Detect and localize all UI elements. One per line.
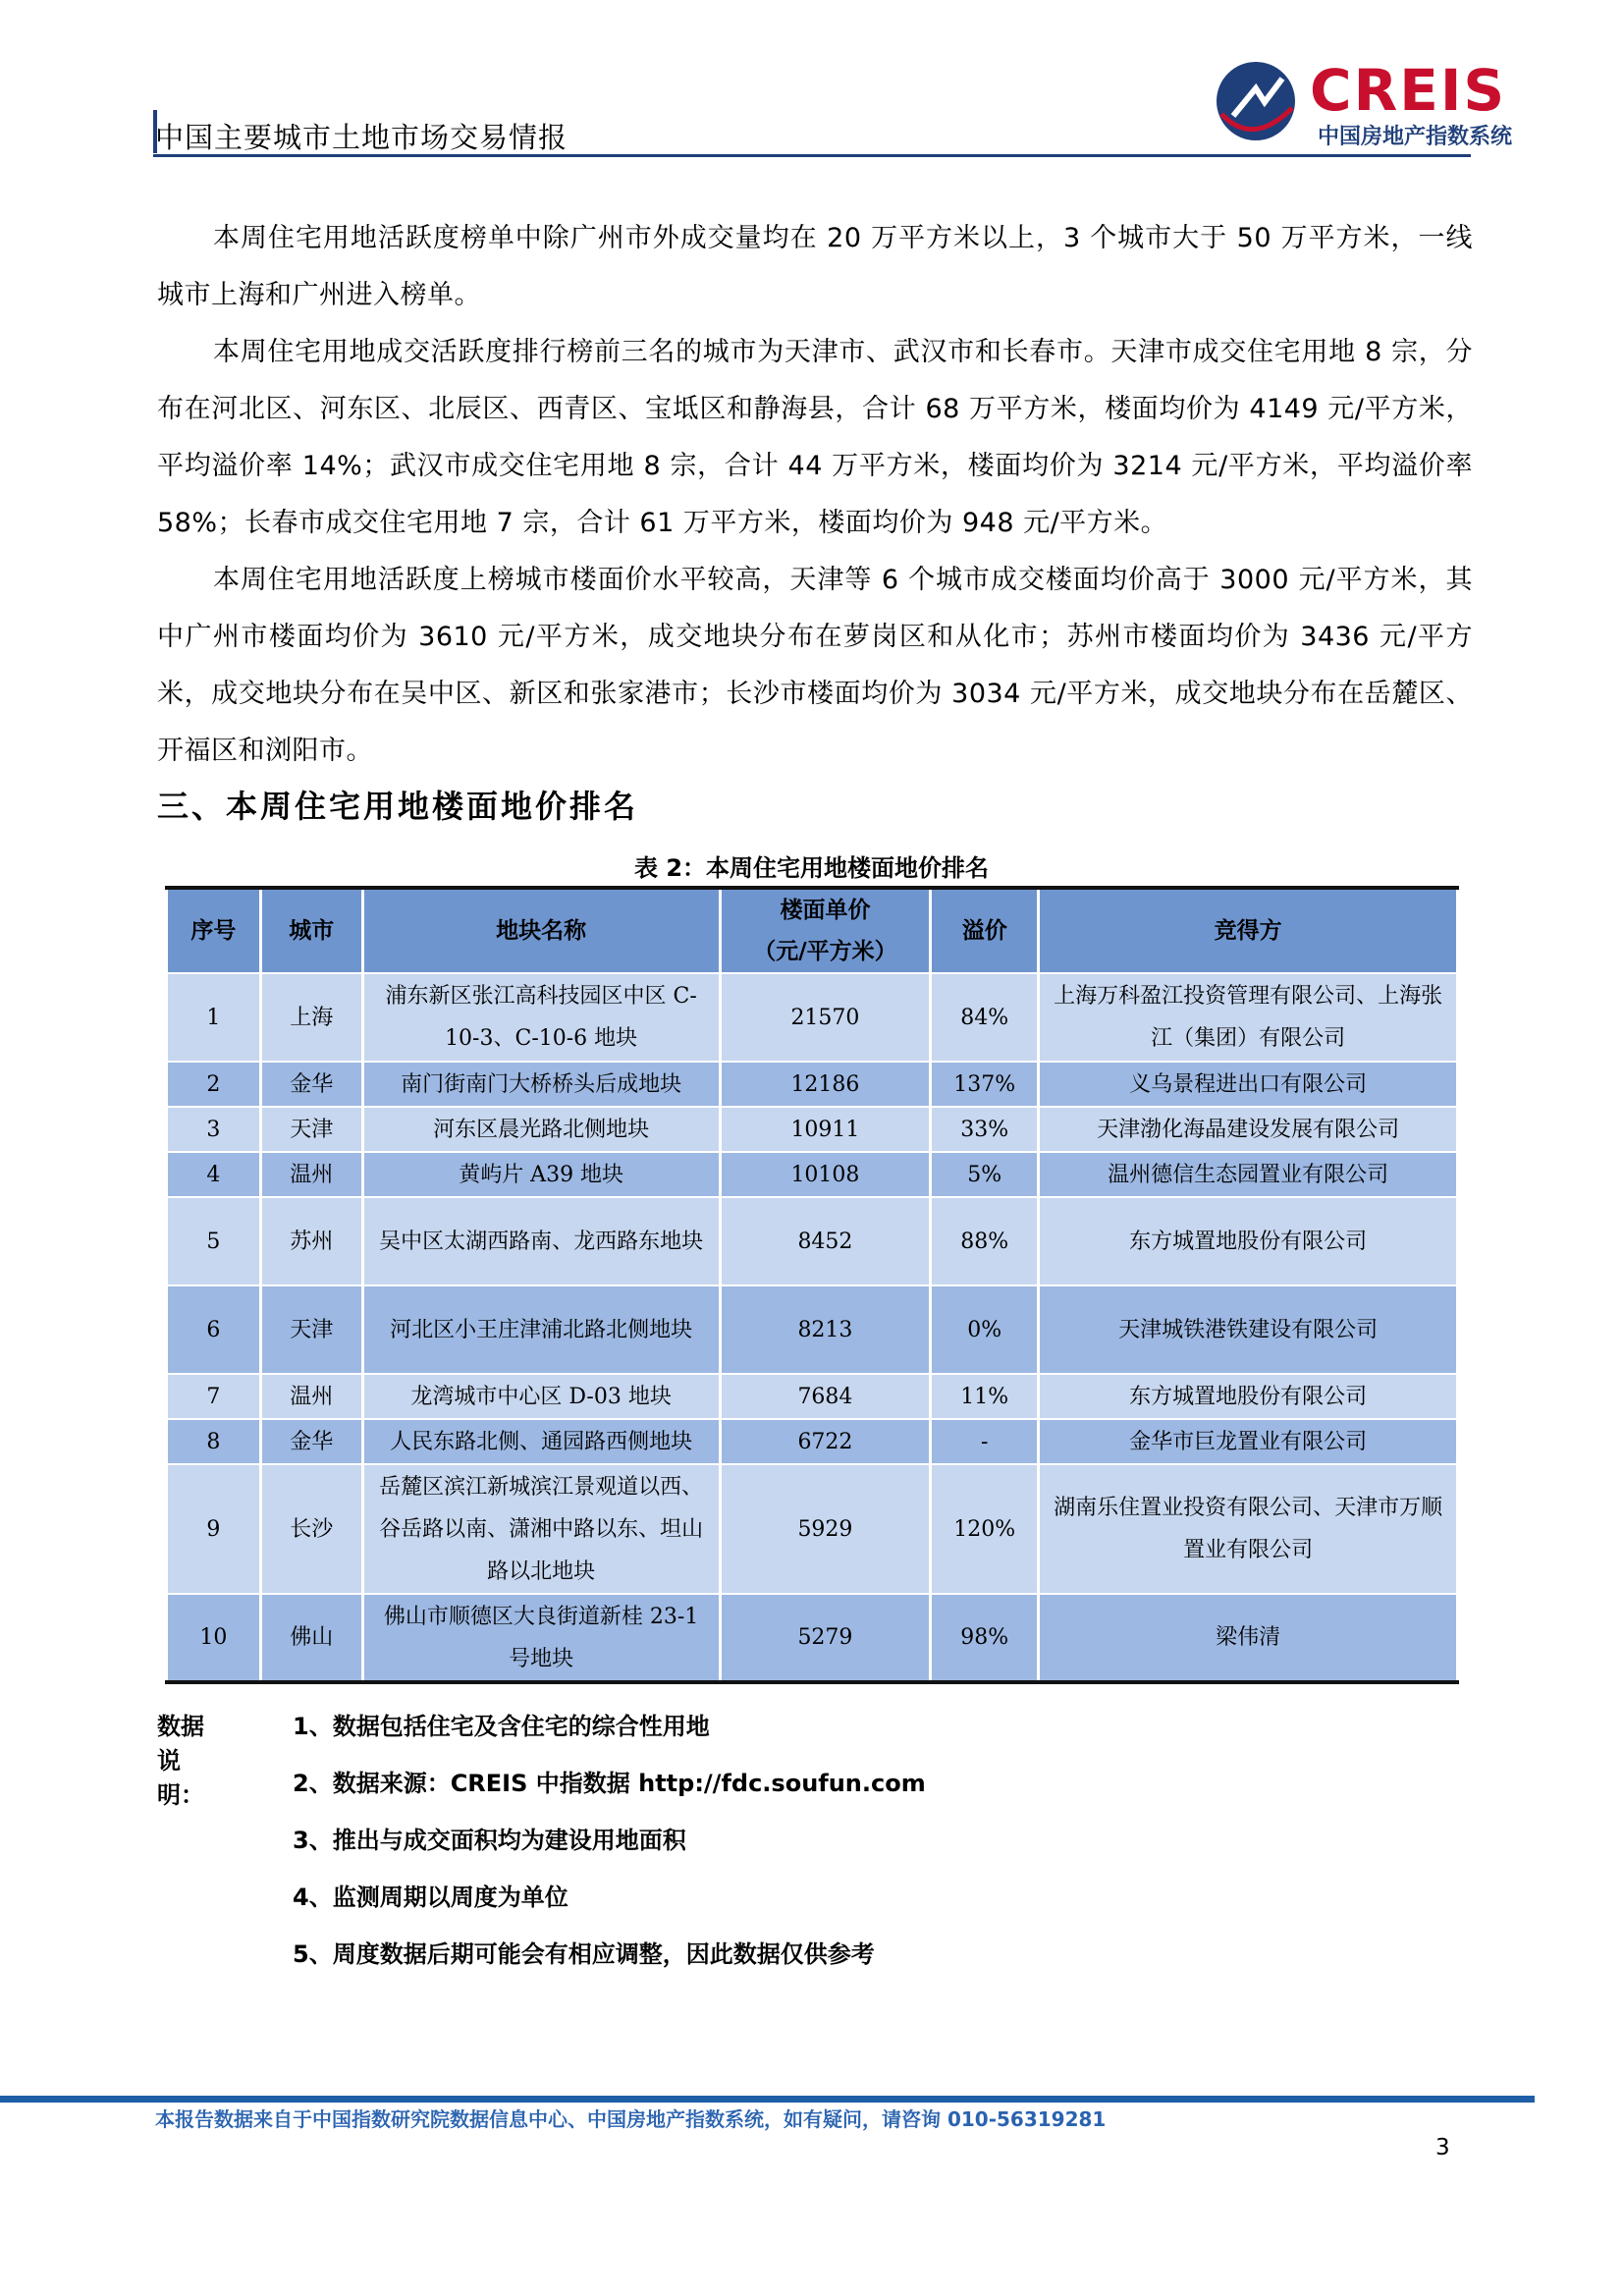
cell-premium: 5% bbox=[931, 1152, 1039, 1197]
cell-seq: 2 bbox=[167, 1062, 261, 1107]
cell-city: 长沙 bbox=[260, 1464, 362, 1594]
cell-premium: - bbox=[931, 1419, 1039, 1464]
cell-premium: 0% bbox=[931, 1285, 1039, 1374]
cell-parcel: 吴中区太湖西路南、龙西路东地块 bbox=[362, 1197, 720, 1285]
cell-buyer: 天津渤化海晶建设发展有限公司 bbox=[1039, 1107, 1458, 1152]
cell-city: 天津 bbox=[260, 1285, 362, 1374]
table-row bbox=[167, 1419, 1458, 1464]
cell-buyer: 天津城铁港铁建设有限公司 bbox=[1039, 1285, 1458, 1374]
paragraph-1: 本周住宅用地活跃度榜单中除广州市外成交量均在 20 万平方米以上，3 个城市大于 50 万平方米，一线城市上海和广州进入榜单。 bbox=[157, 223, 1473, 310]
logo-wordmark: CREIS bbox=[1310, 57, 1507, 124]
col-header-seq: 序号 bbox=[167, 888, 261, 973]
cell-seq: 9 bbox=[167, 1464, 261, 1594]
note-item: 3、推出与成交面积均为建设用地面积 bbox=[293, 1827, 686, 1854]
cell-buyer: 上海万科盈江投资管理有限公司、上海张江（集团）有限公司 bbox=[1039, 973, 1458, 1062]
cell-price: 8452 bbox=[720, 1197, 931, 1285]
col-header-buyer: 竞得方 bbox=[1039, 888, 1458, 973]
cell-seq: 6 bbox=[167, 1285, 261, 1374]
cell-seq: 10 bbox=[167, 1594, 261, 1682]
table-row bbox=[167, 1152, 1458, 1197]
cell-seq: 4 bbox=[167, 1152, 261, 1197]
cell-city: 佛山 bbox=[260, 1594, 362, 1682]
table-row bbox=[167, 1107, 1458, 1152]
cell-city: 苏州 bbox=[260, 1197, 362, 1285]
cell-parcel: 浦东新区张江高科技园区中区 C-10-3、C-10-6 地块 bbox=[362, 973, 720, 1062]
creis-logo bbox=[1214, 55, 1538, 153]
page-number: 3 bbox=[1435, 2135, 1450, 2160]
logo-subtitle: 中国房地产指数系统 bbox=[1318, 125, 1513, 149]
cell-premium: 84% bbox=[931, 973, 1039, 1062]
cell-city: 上海 bbox=[260, 973, 362, 1062]
cell-parcel: 岳麓区滨江新城滨江景观道以西、谷岳路以南、潇湘中路以东、坦山路以北地块 bbox=[362, 1464, 720, 1594]
cell-price: 10911 bbox=[720, 1107, 931, 1152]
cell-buyer: 东方城置地股份有限公司 bbox=[1039, 1374, 1458, 1419]
cell-premium: 11% bbox=[931, 1374, 1039, 1419]
cell-parcel: 黄屿片 A39 地块 bbox=[362, 1152, 720, 1197]
cell-seq: 8 bbox=[167, 1419, 261, 1464]
cell-price: 6722 bbox=[720, 1419, 931, 1464]
cell-parcel: 人民东路北侧、通园路西侧地块 bbox=[362, 1419, 720, 1464]
cell-buyer: 温州德信生态园置业有限公司 bbox=[1039, 1152, 1458, 1197]
cell-seq: 5 bbox=[167, 1197, 261, 1285]
cell-price: 7684 bbox=[720, 1374, 931, 1419]
cell-buyer: 湖南乐住置业投资有限公司、天津市万顺置业有限公司 bbox=[1039, 1464, 1458, 1594]
cell-price: 10108 bbox=[720, 1152, 931, 1197]
cell-price: 5929 bbox=[720, 1464, 931, 1594]
page-header-title: 中国主要城市土地市场交易情报 bbox=[155, 121, 568, 154]
notes-label: 数据说明： bbox=[157, 1713, 204, 1809]
cell-price: 8213 bbox=[720, 1285, 931, 1374]
cell-buyer: 梁伟清 bbox=[1039, 1594, 1458, 1682]
cell-premium: 137% bbox=[931, 1062, 1039, 1107]
col-header-premium: 溢价 bbox=[931, 888, 1039, 973]
cell-price: 5279 bbox=[720, 1594, 931, 1682]
cell-seq: 1 bbox=[167, 973, 261, 1062]
col-header-price-line2: （元/平方米） bbox=[753, 939, 897, 964]
cell-city: 金华 bbox=[260, 1419, 362, 1464]
cell-parcel: 河东区晨光路北侧地块 bbox=[362, 1107, 720, 1152]
footer-rule bbox=[0, 2096, 1535, 2103]
section-heading: 三、本周住宅用地楼面地价排名 bbox=[157, 788, 639, 825]
price-ranking-table bbox=[165, 886, 1459, 1684]
table-row bbox=[167, 1374, 1458, 1419]
col-header-parcel: 地块名称 bbox=[362, 888, 720, 973]
table-row bbox=[167, 973, 1458, 1062]
cell-city: 天津 bbox=[260, 1107, 362, 1152]
table-caption: 表 2：本周住宅用地楼面地价排名 bbox=[633, 854, 990, 882]
table-row bbox=[167, 1594, 1458, 1682]
cell-parcel: 龙湾城市中心区 D-03 地块 bbox=[362, 1374, 720, 1419]
note-item: 4、监测周期以周度为单位 bbox=[293, 1884, 568, 1911]
footer-disclaimer: 本报告数据来自于中国指数研究院数据信息中心、中国房地产指数系统，如有疑问，请咨询 010-56319281 bbox=[155, 2107, 1107, 2131]
cell-parcel: 佛山市顺德区大良街道新桂 23-1 号地块 bbox=[362, 1594, 720, 1682]
cell-parcel: 南门街南门大桥桥头后成地块 bbox=[362, 1062, 720, 1107]
table-row bbox=[167, 1464, 1458, 1594]
cell-buyer: 金华市巨龙置业有限公司 bbox=[1039, 1419, 1458, 1464]
table-row bbox=[167, 1197, 1458, 1285]
col-header-price bbox=[720, 888, 931, 973]
paragraph-3: 本周住宅用地活跃度上榜城市楼面价水平较高，天津等 6 个城市成交楼面均价高于 3000 元/平方米，其中广州市楼面均价为 3610 元/平方米，成交地块分布在萝岗区和从化市；苏州市楼面均价为 3436 元/平方米，成交地块分布在吴中区、新区和张家港市；长沙市楼面均价为 3034 元/平方米，成交地块分布在岳麓区、开福区和浏阳市。 bbox=[157, 565, 1473, 766]
cell-seq: 7 bbox=[167, 1374, 261, 1419]
col-header-price-line1: 楼面单价 bbox=[780, 898, 871, 923]
table-header-row bbox=[167, 888, 1458, 973]
cell-seq: 3 bbox=[167, 1107, 261, 1152]
cell-buyer: 东方城置地股份有限公司 bbox=[1039, 1197, 1458, 1285]
cell-premium: 98% bbox=[931, 1594, 1039, 1682]
cell-premium: 88% bbox=[931, 1197, 1039, 1285]
note-item: 5、周度数据后期可能会有相应调整，因此数据仅供参考 bbox=[293, 1941, 875, 1968]
table-row bbox=[167, 1285, 1458, 1374]
cell-city: 温州 bbox=[260, 1374, 362, 1419]
cell-buyer: 义乌景程进出口有限公司 bbox=[1039, 1062, 1458, 1107]
cell-price: 12186 bbox=[720, 1062, 931, 1107]
cell-price: 21570 bbox=[720, 973, 931, 1062]
cell-city: 金华 bbox=[260, 1062, 362, 1107]
cell-parcel: 河北区小王庄津浦北路北侧地块 bbox=[362, 1285, 720, 1374]
note-item: 1、数据包括住宅及含住宅的综合性用地 bbox=[293, 1713, 710, 1740]
header-rule bbox=[153, 154, 1471, 157]
table-row bbox=[167, 1062, 1458, 1107]
cell-premium: 120% bbox=[931, 1464, 1039, 1594]
creis-emblem-icon bbox=[1214, 59, 1298, 143]
paragraph-2: 本周住宅用地成交活跃度排行榜前三名的城市为天津市、武汉市和长春市。天津市成交住宅用地 8 宗，分布在河北区、河东区、北辰区、西青区、宝坻区和静海县，合计 68 万平方米，楼面均价为 4149 元/平方米，平均溢价率 14%；武汉市成交住宅用地 8 宗，合计 44 万平方米，楼面均价为 3214 元/平方米，平均溢价率 58%；长春市成交住宅用地 7 宗，合计 61 万平方米，楼面均价为 948 元/平方米。 bbox=[157, 337, 1473, 538]
cell-premium: 33% bbox=[931, 1107, 1039, 1152]
cell-city: 温州 bbox=[260, 1152, 362, 1197]
note-item: 2、数据来源：CREIS 中指数据 http://fdc.soufun.com bbox=[293, 1770, 926, 1797]
col-header-city: 城市 bbox=[260, 888, 362, 973]
